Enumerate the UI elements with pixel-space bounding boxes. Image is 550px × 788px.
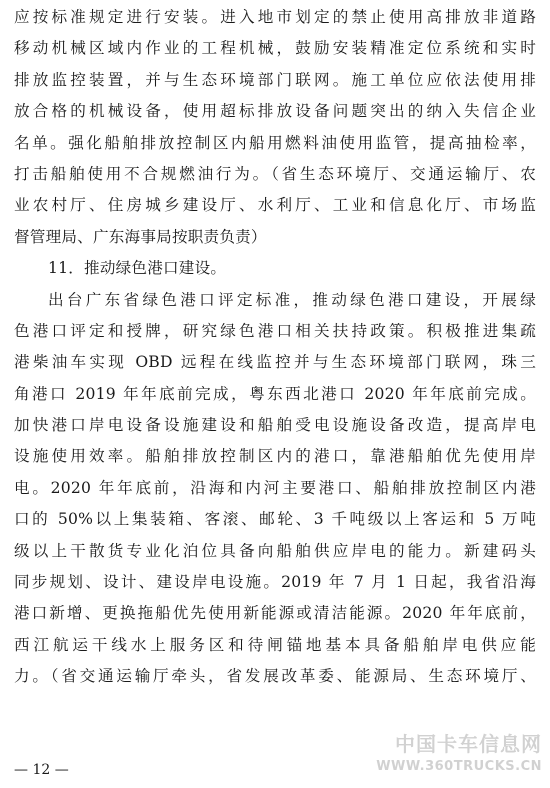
text-line: 移动机械区域内作业的工程机械，鼓励安装精准定位系统和实时 <box>14 39 536 58</box>
text-line: 力。（省交通运输厅牵头，省发展改革委、能源局、生态环境厅、 <box>14 667 536 686</box>
text-line: 电。2020 年年底前，沿海和内河主要港口、船舶排放控制区内港 <box>14 478 536 497</box>
page-number: — 12 — <box>14 762 69 778</box>
text-line: 放合格的机械设备，使用超标排放设备问题突出的纳入失信企业 <box>14 102 536 121</box>
text-line: 港口新增、更换拖船优先使用新能源或清洁能源。2020 年年底前， <box>14 604 536 623</box>
text-line: 排放监控装置，并与生态环境部门联网。施工单位应依法使用排 <box>14 70 536 89</box>
text-line: 口的 50%以上集装箱、客滚、邮轮、3 千吨级以上客运和 5 万吨 <box>14 510 536 529</box>
watermark-url: WWW.360TRUCKS.CN <box>376 759 542 774</box>
watermark-logo <box>342 728 542 774</box>
text-line: 设施使用效率。船舶排放控制区内的港口，靠港船舶优先使用岸 <box>14 447 536 466</box>
text-line: 级以上干散货专业化泊位具备向船舶供应岸电的能力。新建码头 <box>14 541 536 560</box>
document-body <box>14 2 536 693</box>
paragraph-start: 出台广东省绿色港口评定标准，推动绿色港口建设，开展绿 <box>48 290 536 309</box>
text-line: 应按标准规定进行安装。进入地市划定的禁止使用高排放非道路 <box>14 8 536 26</box>
text-line: 西江航运干线水上服务区和待闸锚地基本具备船舶岸电供应能 <box>14 635 536 654</box>
text-line: 名单。强化船舶排放控制区内船用燃料油使用监管，提高抽检率， <box>14 133 536 152</box>
text-line: 打击船舶使用不合规燃油行为。（省生态环境厅、交通运输厅、农 <box>14 164 536 183</box>
text-line: 业农村厅、住房城乡建设厅、水利厅、工业和信息化厅、市场监 <box>14 196 536 215</box>
text-line: 同步规划、设计、建设岸电设施。2019 年 7 月 1 日起，我省沿海 <box>14 573 536 592</box>
watermark-text: 中国卡车信息网 <box>395 732 542 756</box>
text-line: 角港口 2019 年年底前完成，粤东西北港口 2020 年年底前完成。 <box>14 384 536 403</box>
text-line: 色港口评定和授牌，研究绿色港口相关扶持政策。积极推进集疏 <box>14 321 536 340</box>
text-line: 加快港口岸电设备设施建设和船舶受电设施设备改造，提高岸电 <box>14 416 536 435</box>
text-line: 港柴油车实现 OBD 远程在线监控并与生态环境部门联网，珠三 <box>14 353 536 372</box>
text-line: 督管理局、广东海事局按职责负责） <box>14 227 267 246</box>
section-heading: 11．推动绿色港口建设。 <box>48 259 227 278</box>
